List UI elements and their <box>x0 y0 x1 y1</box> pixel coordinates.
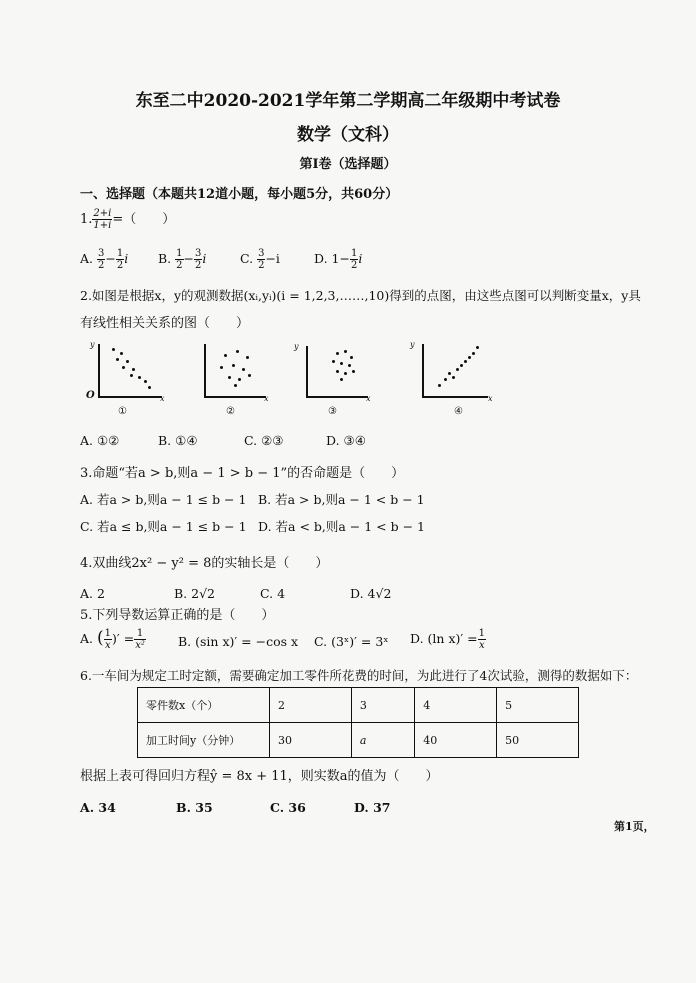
table-row <box>138 723 579 758</box>
table-cell: 40 <box>415 723 497 758</box>
q4-option-d: D. 4√2 <box>350 586 392 601</box>
data-point <box>236 350 239 353</box>
data-point <box>336 370 339 373</box>
data-point <box>132 368 135 371</box>
x-axis-label: x <box>366 394 371 403</box>
q6-option-b: B. 35 <box>176 800 213 815</box>
data-point <box>220 366 223 369</box>
table-cell: 加工时间y（分钟） <box>138 723 270 758</box>
table-cell: 50 <box>497 723 579 758</box>
q3-option-a: A. 若a > b,则a − 1 ≤ b − 1 <box>80 492 247 507</box>
plot-label-3: ③ <box>328 406 337 417</box>
data-point <box>348 364 351 367</box>
scatter-plot-1 <box>86 340 166 410</box>
exam-subtitle: 数学（文科） <box>297 125 399 145</box>
q5-option-b: B. (sin x)′ = −cos x <box>178 634 299 649</box>
table-cell: 4 <box>415 688 497 723</box>
data-point <box>344 350 347 353</box>
q6-option-d: D. 37 <box>354 800 391 815</box>
data-point <box>340 378 343 381</box>
q6-option-a: A. 34 <box>80 800 116 815</box>
q2-option-c: C. ②③ <box>244 433 284 448</box>
question-2-stem: 2.如图是根据x，y的观测数据(xᵢ,yᵢ)(i = 1,2,3,……,10)得到的点图，由这些点图可以判断变量x，y具 <box>80 288 641 303</box>
section-heading: 一、选择题（本题共12道小题，每小题5分，共60分） <box>80 187 399 202</box>
x-axis-label: x <box>160 394 165 403</box>
data-point <box>238 378 241 381</box>
data-point <box>126 360 129 363</box>
plot-label-2: ② <box>226 406 235 417</box>
q1-option-b: B. $\frac{1}{2}$ − $\frac{3}{2}$ i <box>158 248 207 271</box>
q6-regression: 根据上表可得回归方程ŷ = 8x + 11，则实数a的值为（ ） <box>80 769 439 784</box>
table-cell: 2 <box>270 688 352 723</box>
scatter-plot-3 <box>292 340 372 410</box>
data-point <box>344 372 347 375</box>
plot-label-1: ① <box>118 406 127 417</box>
q6-option-c: C. 36 <box>270 800 306 815</box>
data-point <box>464 360 467 363</box>
table-cell: a <box>351 723 414 758</box>
q2-option-a: A. ①② <box>80 433 120 448</box>
data-point <box>122 366 125 369</box>
table-cell: 5 <box>497 688 579 723</box>
q1-option-c: C. $\frac{3}{2}$ −i <box>240 248 280 271</box>
q3-option-c: C. 若a ≤ b,则a − 1 ≤ b − 1 <box>80 519 247 534</box>
data-point <box>248 374 251 377</box>
q1-option-a: A. $\frac{3}{2}$ − $\frac{1}{2}$ i <box>80 248 129 271</box>
data-point <box>116 358 119 361</box>
plot-label-4: ④ <box>454 406 463 417</box>
x-axis-label: x <box>488 394 493 403</box>
question-5-stem: 5.下列导数运算正确的是（ ） <box>80 608 275 623</box>
data-point <box>352 370 355 373</box>
y-axis-label: y <box>294 342 299 351</box>
table-cell: 30 <box>270 723 352 758</box>
table-cell: 零件数x（个） <box>138 688 270 723</box>
data-point <box>468 356 471 359</box>
data-point <box>460 364 463 367</box>
origin-label: O <box>86 390 95 401</box>
data-point <box>448 372 451 375</box>
data-point <box>444 378 447 381</box>
x-axis-label: x <box>264 394 269 403</box>
q5-option-a: A. ( $\frac{1}{x}$ )′ = $\frac{1}{\text{x²}}$ <box>80 628 145 651</box>
q1-fraction: $\frac{2+i}{1+i}$ <box>93 208 112 231</box>
q1-option-d: D. 1− $\frac{1}{2}$ i <box>314 248 363 271</box>
question-2-stem-cont: 有线性相关关系的图（ ） <box>80 316 250 331</box>
data-point <box>246 356 249 359</box>
data-point <box>224 354 227 357</box>
q2-option-b: B. ①④ <box>158 433 198 448</box>
data-point <box>452 376 455 379</box>
data-point <box>476 346 479 349</box>
data-point <box>228 376 231 379</box>
y-axis-label: y <box>410 340 415 349</box>
scatter-plot-2 <box>190 340 270 410</box>
data-point <box>438 384 441 387</box>
q2-option-d: D. ③④ <box>326 433 366 448</box>
data-point <box>138 376 141 379</box>
data-point <box>148 386 151 389</box>
data-point <box>336 352 339 355</box>
data-table <box>137 687 579 758</box>
question-3-stem: 3.命题“若a > b,则a − 1 > b − 1”的否命题是（ ） <box>80 466 405 481</box>
q4-option-c: C. 4 <box>260 586 286 601</box>
data-point <box>144 380 147 383</box>
question-4-stem: 4.双曲线2x² − y² = 8的实轴长是（ ） <box>80 556 329 571</box>
data-point <box>232 364 235 367</box>
q3-option-d: D. 若a < b,则a − 1 < b − 1 <box>258 519 425 534</box>
data-point <box>340 362 343 365</box>
data-point <box>332 360 335 363</box>
q4-option-a: A. 2 <box>80 586 105 601</box>
exam-title: 东至二中2020-2021学年第二学期高二年级期中考试卷 <box>135 91 561 111</box>
scatter-plot-4 <box>408 338 494 410</box>
data-point <box>472 352 475 355</box>
question-1-stem: 1. $\frac{2+i}{1+i}$ =（ ） <box>80 208 176 231</box>
data-point <box>120 352 123 355</box>
table-cell: 3 <box>351 688 414 723</box>
q3-option-b: B. 若a > b,则a − 1 < b − 1 <box>258 492 425 507</box>
data-point <box>112 348 115 351</box>
q4-option-b: B. 2√2 <box>174 586 216 601</box>
data-point <box>242 368 245 371</box>
table-row <box>138 688 579 723</box>
data-point <box>456 368 459 371</box>
page-number: 第1页， <box>614 820 655 833</box>
data-point <box>350 356 353 359</box>
y-axis-label: y <box>90 340 95 349</box>
q5-option-c: C. (3ˣ)′ = 3ˣ <box>314 634 389 649</box>
question-6-stem: 6.一车间为规定工时定额，需要确定加工零件所花费的时间，为此进行了4次试验，测得的数据如下： <box>80 668 638 683</box>
q5-option-d: D. (ln x)′ = $\frac{1}{x}$ <box>410 628 486 651</box>
data-point <box>234 384 237 387</box>
data-point <box>130 374 133 377</box>
part-heading: 第Ⅰ卷（选择题） <box>299 157 397 172</box>
